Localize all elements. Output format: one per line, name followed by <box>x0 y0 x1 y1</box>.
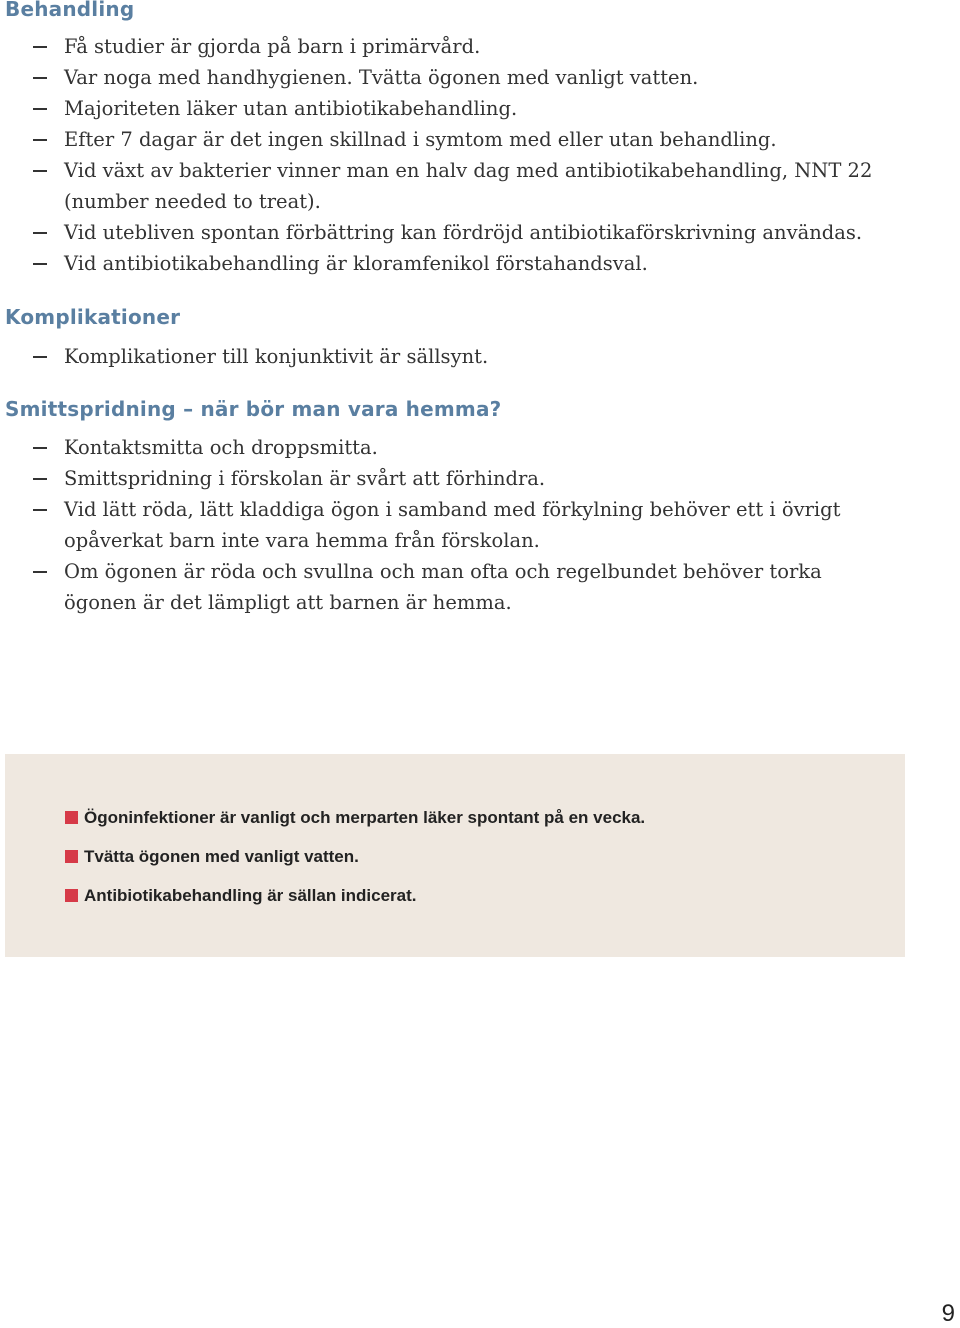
komplikationer-list <box>0 341 900 372</box>
dash-bullet-icon <box>33 478 47 480</box>
dash-bullet-icon <box>33 232 47 234</box>
list-item-text: Smittspridning i förskolan är svårt att förhindra. <box>64 467 546 490</box>
dash-bullet-icon <box>33 571 47 573</box>
list-item <box>0 31 900 62</box>
list-item-text: Vid lätt röda, lätt kladdiga ögon i samband med förkylning behöver ett i övrigt opåverkat barn inte vara hemma från förskolan. <box>64 498 841 552</box>
list-item <box>0 93 900 124</box>
list-item <box>0 556 900 618</box>
list-item-text: Komplikationer till konjunktivit är sällsynt. <box>64 345 489 368</box>
list-item <box>0 217 900 248</box>
red-square-bullet-icon <box>65 850 78 863</box>
list-item <box>0 494 900 556</box>
dash-bullet-icon <box>33 77 47 79</box>
summary-list <box>65 804 645 921</box>
list-item-text: Vid växt av bakterier vinner man en halv dag med antibiotikabehandling, NNT 22 (number needed to treat). <box>64 159 873 213</box>
list-item-text: Efter 7 dagar är det ingen skillnad i symtom med eller utan behandling. <box>64 128 777 151</box>
list-item <box>0 341 900 372</box>
summary-box <box>5 754 905 957</box>
behandling-list <box>0 31 900 279</box>
dash-bullet-icon <box>33 139 47 141</box>
summary-item <box>65 804 645 843</box>
page-number: 9 <box>941 1300 955 1327</box>
list-item <box>0 62 900 93</box>
section-heading-smittspridning: Smittspridning – när bör man vara hemma? <box>5 397 502 421</box>
summary-item <box>65 843 645 882</box>
list-item <box>0 155 900 217</box>
list-item-text: Om ögonen är röda och svullna och man ofta och regelbundet behöver torka ögonen är det lämpligt att barnen är hemma. <box>64 560 822 614</box>
dash-bullet-icon <box>33 447 47 449</box>
list-item-text: Vid antibiotikabehandling är kloramfenikol förstahandsval. <box>64 252 648 275</box>
list-item <box>0 463 900 494</box>
dash-bullet-icon <box>33 170 47 172</box>
dash-bullet-icon <box>33 108 47 110</box>
list-item <box>0 248 900 279</box>
list-item-text: Vid utebliven spontan förbättring kan fördröjd antibiotikaförskrivning användas. <box>64 221 863 244</box>
smittspridning-list <box>0 432 900 618</box>
dash-bullet-icon <box>33 46 47 48</box>
list-item-text: Kontaktsmitta och droppsmitta. <box>64 436 378 459</box>
list-item <box>0 124 900 155</box>
section-heading-behandling: Behandling <box>5 0 135 21</box>
list-item-text: Var noga med handhygienen. Tvätta ögonen med vanligt vatten. <box>64 66 699 89</box>
summary-item-text: Tvätta ögonen med vanligt vatten. <box>84 847 359 866</box>
red-square-bullet-icon <box>65 811 78 824</box>
red-square-bullet-icon <box>65 889 78 902</box>
list-item-text: Få studier är gjorda på barn i primärvård. <box>64 35 481 58</box>
dash-bullet-icon <box>33 356 47 358</box>
dash-bullet-icon <box>33 509 47 511</box>
summary-item-text: Ögoninfektioner är vanligt och merparten läker spontant på en vecka. <box>84 808 646 827</box>
dash-bullet-icon <box>33 263 47 265</box>
summary-item-text: Antibiotikabehandling är sällan indicerat. <box>84 886 417 905</box>
summary-item <box>65 882 645 921</box>
section-heading-komplikationer: Komplikationer <box>5 305 181 329</box>
list-item-text: Majoriteten läker utan antibiotikabehandling. <box>64 97 518 120</box>
list-item <box>0 432 900 463</box>
